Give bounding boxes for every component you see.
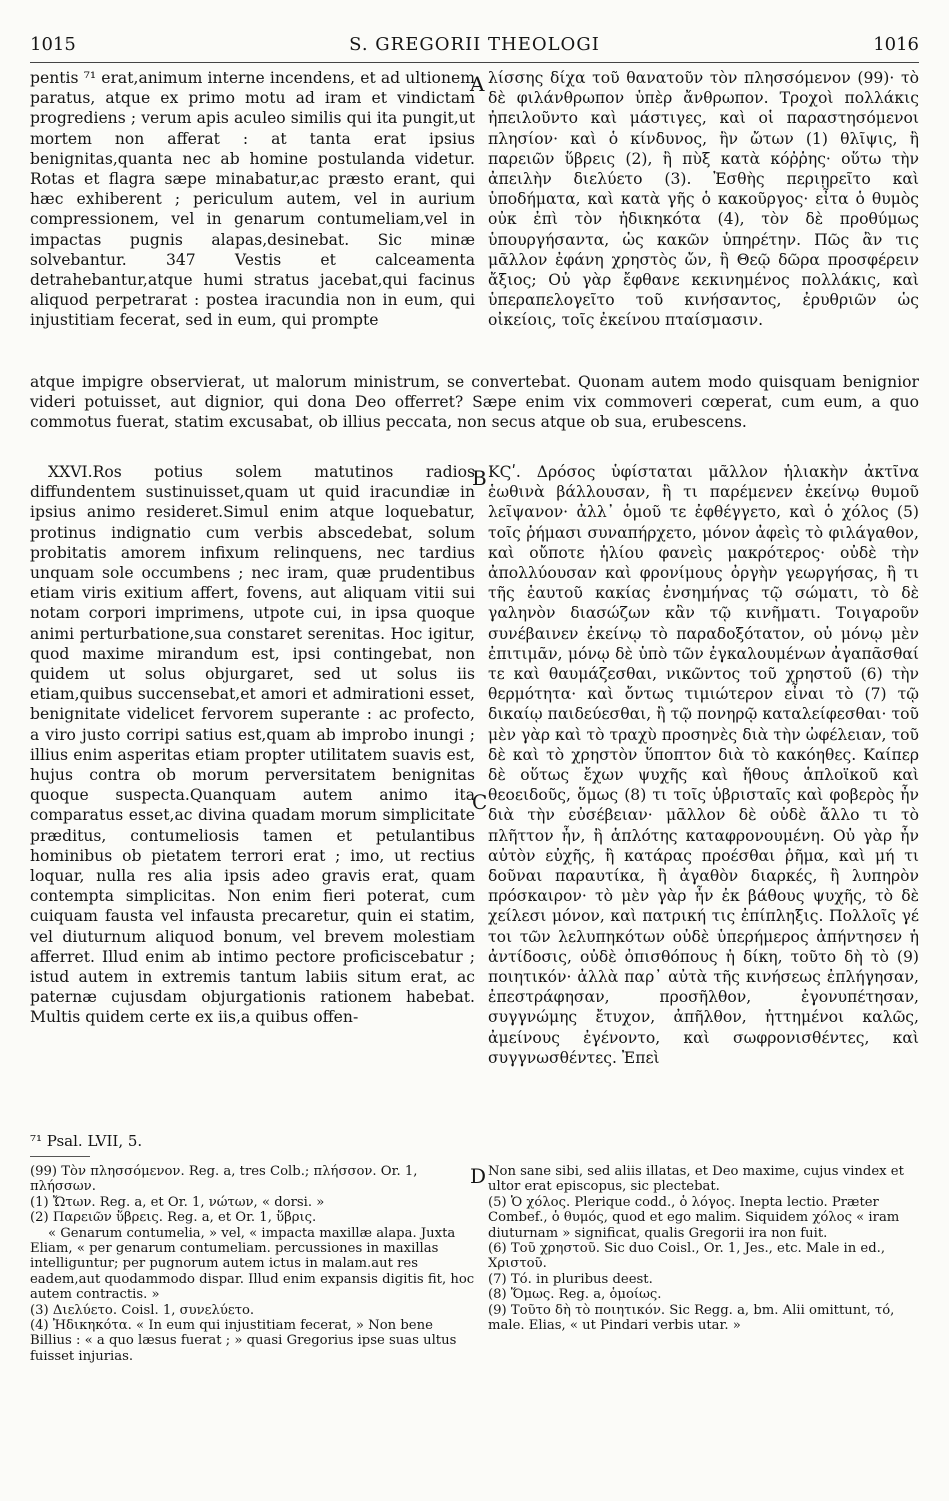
page-title: S. GREGORII THEOLOGI [349, 34, 600, 55]
latin-column-main [30, 462, 475, 1028]
right-page-number: 1016 [873, 34, 919, 55]
latin-column-top [30, 68, 475, 331]
note-left-2-gloss: « Genarum contumelia, » vel, « impacta maxillæ alapa. Juxta Eliam, « per genarum contumeliam. percussiones in maxillas intelliguntur; per pugnorum autem ictus in malam.aut res eadem,aut quodammodo dispar. Illud enim expansis digitis fit, hoc autem contractis. » [30, 1225, 475, 1303]
note-right-9: (9) Τοῦτο δὴ τὸ ποιητικόν. Sic Regg. a, bm. Alii omittunt, τό, male. Elias, « ut Pindari verbis utar. » [488, 1302, 895, 1334]
header-rule [30, 62, 919, 63]
note-right-7: (7) Τό. in pluribus deest. [488, 1271, 653, 1287]
notes-right [488, 1164, 919, 1333]
greek-paragraph-1: λίσσης δίχα τοῦ θανατοῦν τὸν πλησσόμενον (99)· τὸ δὲ φιλάνθρωπον ὑπὲρ ἄνθρωπον. Τροχοὶ πολλάκις ἠπειλοῦντο καὶ μάστιγες, καὶ οἱ παραστησόμενοι πλησίον· καὶ ὁ κίνδυνος, ἢν ὤτων (1) θλῖψις, ἢ παρειῶν ὕβρεις (2), ἢ πὺξ κατὰ κόῤῥης· οὕτω τὴν ἀπειλὴν διελύετο (3). Ἐσθὴς περιῃρεῖτο καὶ ὑποδήματα, καὶ κατὰ γῆς ὁ κακοῦργος· εἶτα ὁ θυμὸς οὐκ ἐπὶ τὸν ἠδικηκότα (4), τὸν δὲ προθύμως ὑπουργήσαντα, ὡς κακῶν ὑπηρέτην. Πῶς ἂν τις μᾶλλον ἐφάνη χρηστὸς ὤν, ἢ Θεῷ δῶρα προσφέρειν ἄξιος; Οὐ γὰρ ἔφθανε κεκινημένος πολλάκις, καὶ ὑπεραπελογεῖτο τοῦ κινήσαντος, ἐρυθριῶν ὡς οἰκείοις, τοῖς ἐκείνου πταίσμασιν. [488, 69, 919, 330]
margin-marker-a: A [470, 72, 485, 96]
notes-left [30, 1164, 475, 1364]
notes-separator [30, 1156, 90, 1157]
greek-column-main [488, 462, 919, 1068]
margin-marker-d: D [470, 1164, 487, 1188]
latin-paragraph-1: pentis ⁷¹ erat,animum interne incendens, et ad ultionem paratus, atque ex primo motu ad iram et vindictam progrediens ; verum apis aculeo similis qui ita pungit,ut mortem non afferat : at tanta erat ipsius benignitas,quanta nec ab homine postulanda videtur. Rotas et flagra sæpe minabatur,ac præsto erant, qui hæc exhiberent ; periculum autem, vel in aurium compressionem, vel in genarum contumeliam,vel in impactas pugnis alapas,desinebat. Sic minæ solvebantur. 347 Vestis et calceamenta detrahebantur,atque humi stratus jacebat,qui facinus aliquod perpetrarat : postea iracundia non in eum, qui injustitiam fecerat, sed in eum, qui prompte [30, 69, 475, 330]
latin-full-width-passage [30, 372, 919, 433]
note-left-2: (2) Παρειῶν ὕβρεις. Reg. a, et Or. 1, ὕβρις. [30, 1210, 317, 1226]
scripture-reference: ⁷¹ Psal. LVII, 5. [30, 1132, 143, 1150]
greek-column-top [488, 68, 919, 331]
note-left-3: (3) Διελύετο. Coisl. 1, συνελύετο. [30, 1302, 255, 1318]
greek-paragraph-2: ΚϚʹ. Δρόσος ὑφίσταται μᾶλλον ἡλιακὴν ἀκτῖνα ἑωθινὰ βάλλουσαν, ἢ τι παρέμενεν ἐκείνῳ θυμοῦ λεῖψανον· ἀλλ᾽ ὁμοῦ τε ἐφθέγγετο, καὶ ὁ χόλος (5) τοῖς ῥήμασι συναπήρχετο, μόνον ἀφεὶς τὸ φιλάγαθον, καὶ οὔποτε ἡλίου φανεὶς μακρότερος· οὐδὲ τὴν ἀπολλύουσαν καὶ φρονίμους ὀργὴν γεωργήσας, ἢ τι τῆς ἑαυτοῦ κακίας ἐνσημήνας τῷ σώματι, τὸ δὲ γαληνὸν διασώζων κἂν τῷ κινῆματι. Τοιγαροῦν συνέβαινεν ἐκείνῳ τὸ παραδοξότατον, οὐ μόνῳ μὲν ἐπιτιμᾶν, μόνῳ δὲ ὑπὸ τῶν ἐγκαλουμένων ἀγαπᾶσθαί τε καὶ θαυμάζεσθαι, νικῶντος τοῦ χρηστοῦ (6) τὴν θερμότητα· καὶ ὄντως τιμιώτερον εἶναι τὸ (7) τῷ δικαίῳ παιδεύεσθαι, ἢ τῷ πονηρῷ καταλείφεσθαι· τοῦ μὲν γὰρ καὶ τὸ τραχὺ προσηνὲς διὰ τὴν ὠφέλειαν, τοῦ δὲ καὶ τὸ χρηστὸν ὕποπτον διὰ τὸ κακόηθες. Καίπερ δὲ οὕτως ἔχων ψυχῆς καὶ ἤθους ἁπλοϊκοῦ καὶ θεοειδοῦς, ὅμως (8) τι τοῖς ὑβρισταῖς καὶ φοβερὸς ἦν διὰ τὴν εὐσέβειαν· μᾶλλον δὲ οὐδὲ ἄλλο τι τὸ πλῆττον ἦν, ἢ ἁπλότης καταφρονουμένη. Οὐ γὰρ ἦν αὐτὸν εὐχῆς, ἢ κατάρας προέσθαι ῥῆμα, καὶ μή τι δοῦναι παραυτίκα, ἢ ἀγαθὸν διαρκές, ἢ λυπηρὸν πρόσκαιρον· τὸ μὲν γὰρ ἦν ἐκ βάθους ψυχῆς, τὸ δὲ χείλεσι μόνον, καὶ πατρική τις ἐπίπληξις. Πολλοῖς γέ τοι τῶν λελυπηκότων οὐδὲ ὑπερήμερος ἀπήντησεν ἡ ἀντίδοσις, οὐδὲ ὀπισθόπους ἡ δίκη, τοῦτο δὴ τὸ (9) ποιητικόν· ἀλλὰ παρ᾽ αὐτὰ τῆς κινήσεως ἐπλήγησαν, ἐπεστράφησαν, προσῆλθον, ἐγονυπέτησαν, συγγνώμης ἔτυχον, ἀπῆλθον, ἡττημένοι καλῶς, ἀμείνους ἐγένοντο, καὶ σωφρονισθέντες, καὶ συγγνωσθέντες. Ἐπεὶ [488, 463, 919, 1067]
note-left-1: (1) Ὤτων. Reg. a, et Or. 1, νώτων, « dorsi. » [30, 1194, 325, 1210]
latin-paragraph-full: atque impigre observierat, ut malorum ministrum, se convertebat. Quonam autem modo quisquam benignior videri potuisset, aut dignior, qui dona Deo offerret? Sæpe enim vix commoveri cœperat, cum eum, a quo commotus fuerat, statim excusabat, ob illius peccata, non secus atque ob sua, erubescens. [30, 373, 919, 432]
running-header [30, 34, 919, 60]
note-left-99: (99) Τὸν πλησσόμενον. Reg. a, tres Colb.; πλήσσον. Or. 1, πλήσσων. [30, 1164, 418, 1195]
note-right-6: (6) Τοῦ χρηστοῦ. Sic duo Coisl., Or. 1, Jes., etc. Male in ed., Χριστοῦ. [488, 1241, 886, 1272]
note-right-5: (5) Ὁ χόλος. Plerique codd., ὁ λόγος. Inepta lectio. Præter Combef., ὁ θυμός, quod et ego malim. Siquidem χόλος « iram diuturnam » significat, qualis Gregorii ira non fuit. [488, 1194, 900, 1241]
latin-paragraph-2: XXVI.Ros potius solem matutinos radios diffundentem sustinuisset,quam ut quid iracundiæ in ipsius animo resideret.Simul enim atque loquebatur, protinus indignatio cum verbis abscedebat, solum probitatis amorem infixum relinquens, nec tardius unquam sole occumbens ; nec iram, quæ prudentibus etiam viris exitium affert, fovens, aut aliquam vitii sui notam corpori imprimens, utpote cui, in ipsa quoque animi perturbatione,sua constaret serenitas. Hoc igitur, quod maxime mirandum est, ipsi contingebat, non quidem ut solus objurgaret, sed ut solus iis etiam,quibus succensebat,et amori et admirationi esset, benignitate videlicet fervorem superante : ac profecto, a viro justo corripi satius est,quam ab improbo inungi ; illius enim asperitas etiam propter utilitatem suavis est, hujus contra ob morum perversitatem benignitas quoque suspecta.Quanquam autem animo ita comparatus esset,ac divina quadam morum simplicitate præditus, contumeliosis tamen et petulantibus hominibus ob pietatem terrori erat ; imo, ut rectius loquar, nulla res alia ipsis adeo gravis erat, quam contempta simplicitas. Non enim fieri poterat, cum cuiquam fausta vel infausta precaretur, quin ei statim, vel diuturnum aliquod bonum, vel brevem molestiam afferret. Illud enim ab intimo pectore proficiscebatur ; istud autem in extremis tantum labiis situm erat, ac paternæ cujusdam objurgationis rationem habebat. Multis quidem certe ex iis,a quibus offen- [30, 463, 475, 1027]
left-page-number: 1015 [30, 34, 76, 55]
note-right-8: (8) Ὅμως. Reg. a, ὁμοίως. [488, 1287, 662, 1303]
margin-marker-c: C [472, 790, 488, 814]
margin-marker-b: B [472, 466, 487, 490]
note-right-continuation: Non sane sibi, sed aliis illatas, et Deo maxime, cujus vindex et ultor erat episcopus, sic plectebat. [488, 1164, 904, 1195]
note-left-4: (4) Ἠδικηκότα. « In eum qui injustitiam fecerat, » Non bene Billius : « a quo læsus fuerat ; » quasi Gregorius ipse suas ultus fuisset injurias. [30, 1318, 457, 1364]
